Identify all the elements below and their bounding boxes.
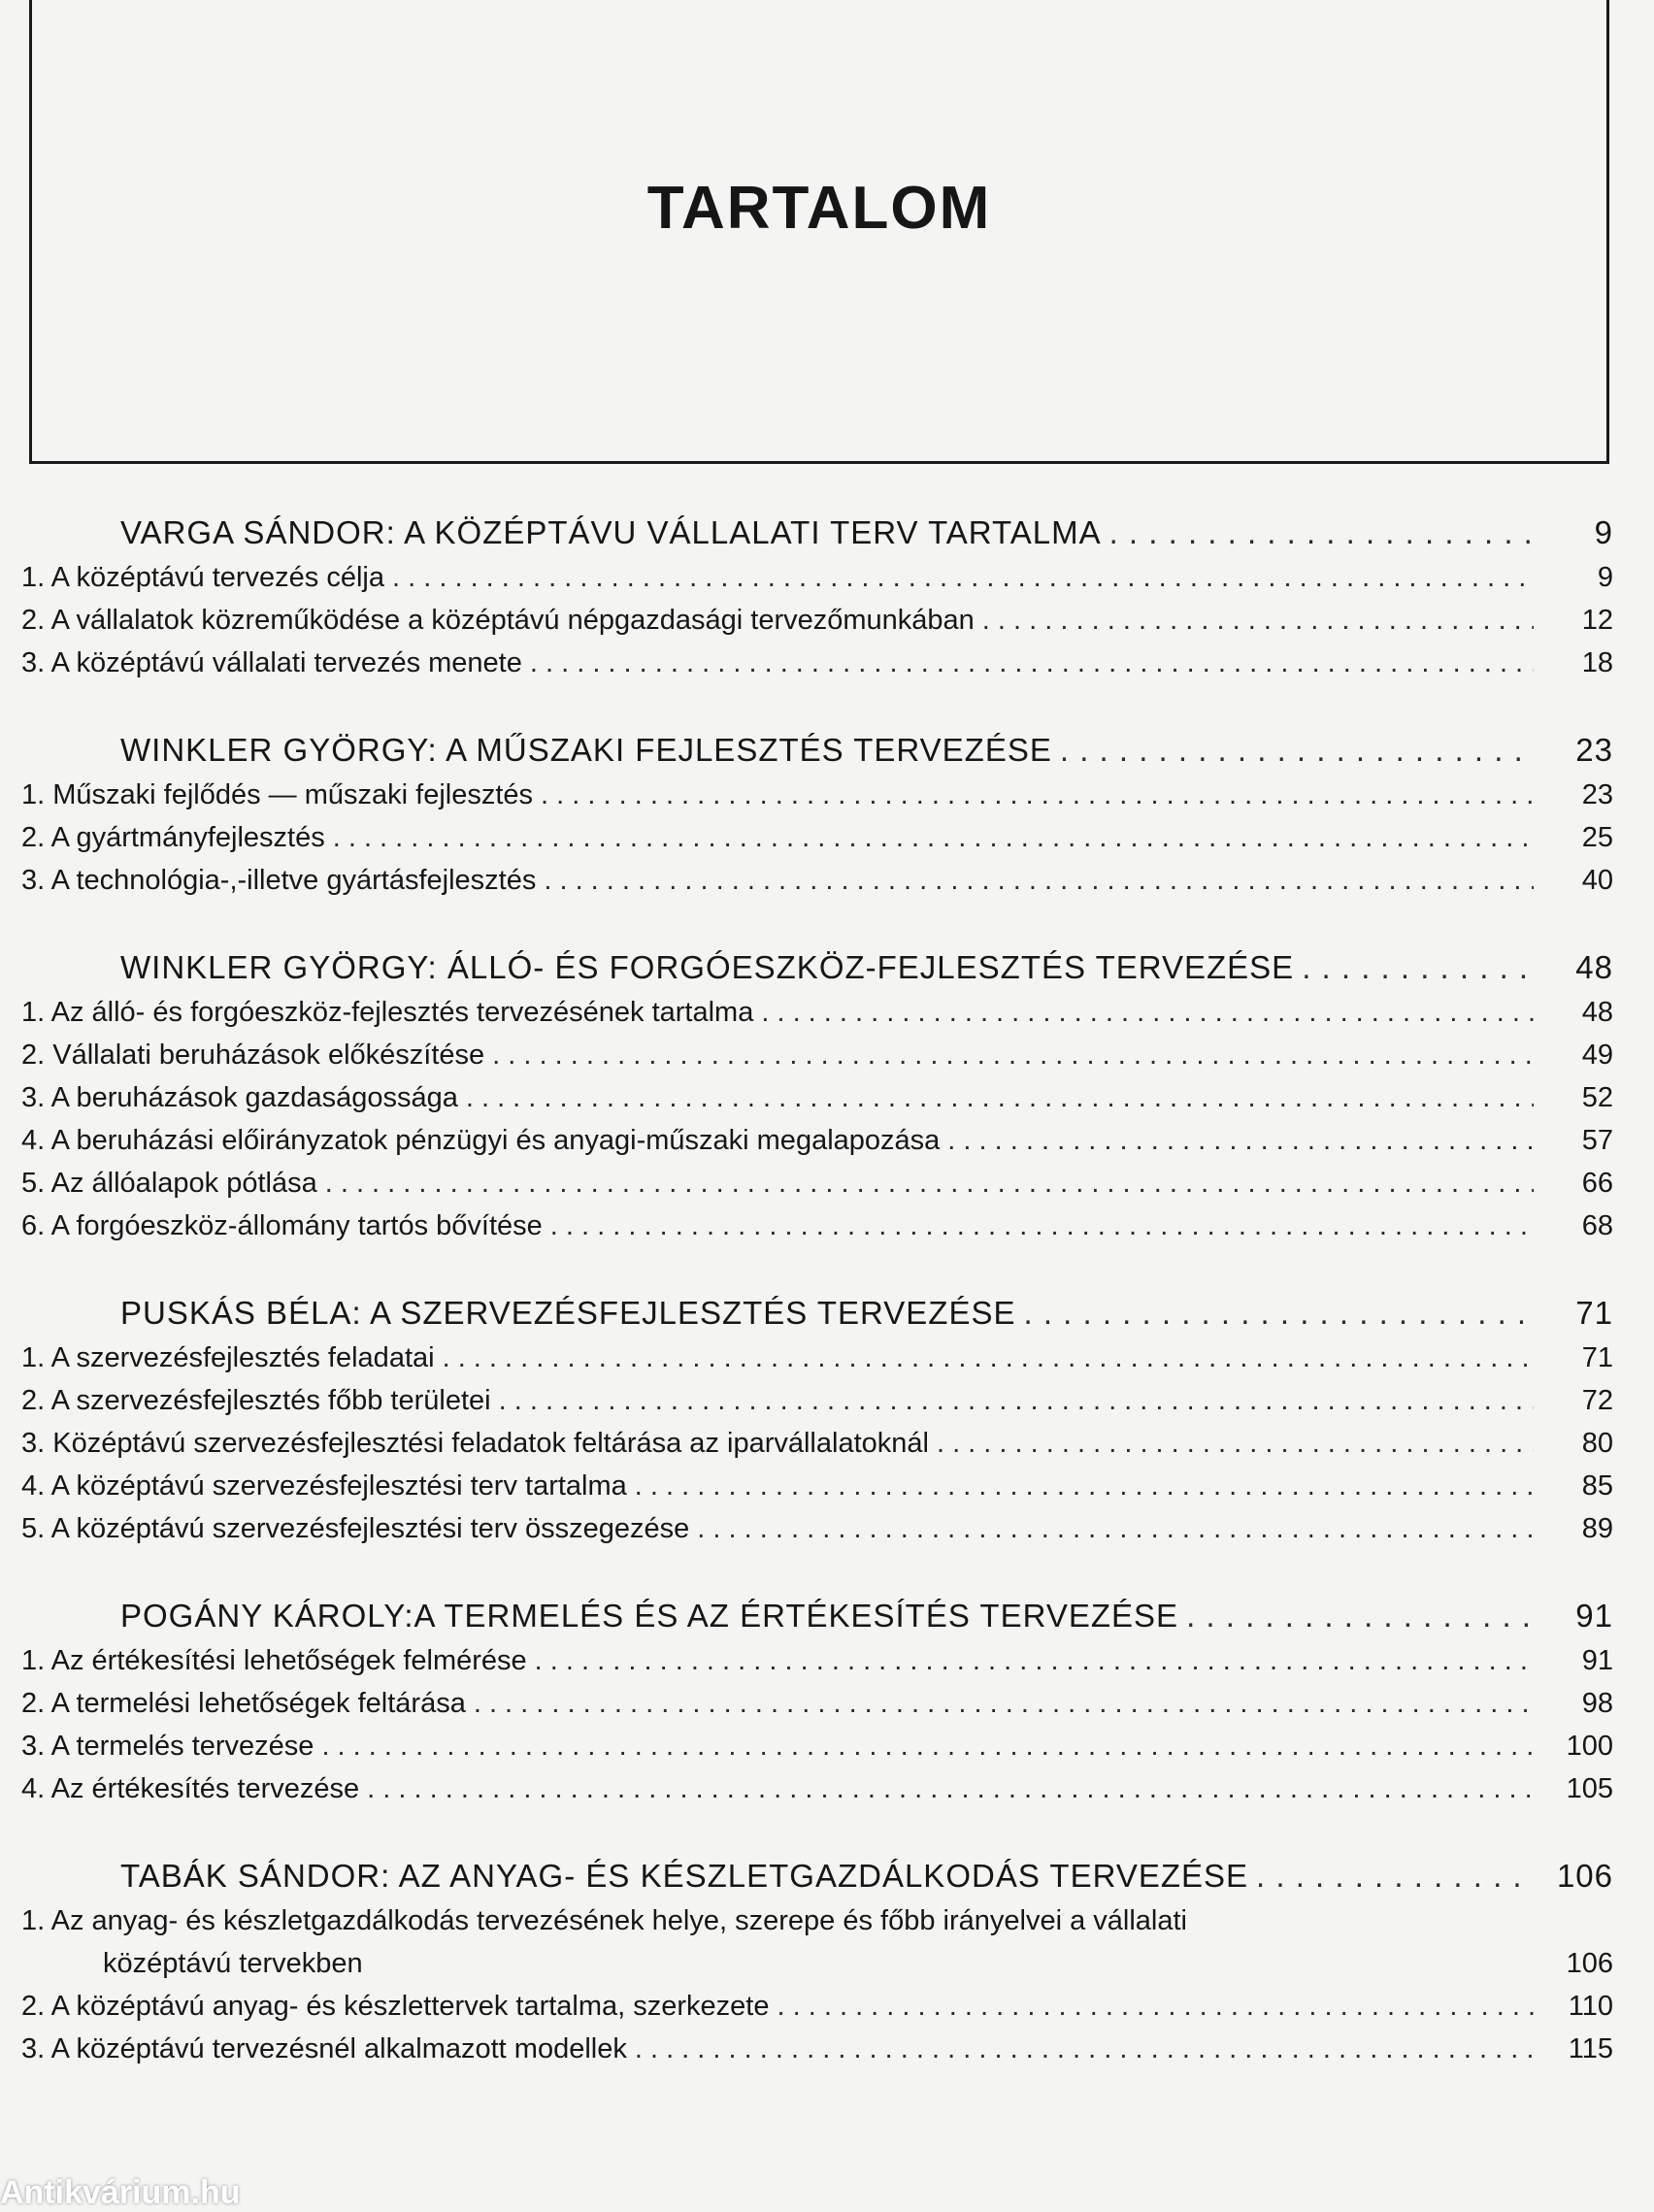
dot-leader	[1256, 1853, 1534, 1899]
toc-entry-label: 1. Az álló- és forgóeszköz-fejlesztés tervezésének tartalma	[21, 997, 754, 1028]
page-title: TARTALOM	[646, 175, 992, 242]
toc-entry-label: 5. Az állóalapok pótlása	[21, 1168, 317, 1199]
toc-entry	[21, 1465, 1613, 1507]
dot-leader	[333, 816, 1534, 859]
dot-leader	[392, 556, 1534, 599]
toc-entry	[21, 1379, 1613, 1422]
dot-leader	[466, 1076, 1534, 1119]
toc-entry	[21, 1985, 1613, 2028]
toc-entry-label: 3. A középtávú vállalati tervezés menete	[21, 647, 522, 678]
page-number: 48	[1581, 997, 1613, 1028]
toc-section-heading	[21, 510, 1613, 556]
toc-entry	[21, 816, 1613, 859]
toc-entry	[21, 2028, 1613, 2070]
title-frame	[29, 0, 1609, 464]
toc-section	[21, 1593, 1613, 1810]
section-heading-label: PUSKÁS BÉLA: A SZERVEZÉSFEJLESZTÉS TERVEZÉSE	[120, 1295, 1016, 1331]
toc-section	[21, 727, 1613, 902]
toc-entry-label: 3. A termelés tervezése	[21, 1731, 314, 1762]
toc-section	[21, 944, 1613, 1247]
dot-leader	[697, 1507, 1534, 1550]
dot-leader	[635, 1465, 1534, 1507]
toc-entry	[21, 859, 1613, 902]
toc-entry-label: 3. A technológia-,-illetve gyártásfejlesztés	[21, 865, 537, 896]
toc-entry-label: 4. A középtávú szervezésfejlesztési terv tartalma	[21, 1470, 627, 1502]
page-number: 68	[1581, 1210, 1613, 1241]
toc-entry-label: 1. Az értékesítési lehetőségek felmérése	[21, 1645, 527, 1676]
dot-leader	[982, 599, 1534, 642]
page-number: 106	[1566, 1948, 1613, 1979]
page-number: 85	[1581, 1470, 1613, 1502]
toc-entry	[21, 1639, 1613, 1682]
section-heading-label: VARGA SÁNDOR: A KÖZÉPTÁVU VÁLLALATI TERV TARTALMA	[120, 514, 1102, 550]
page-number: 9	[1597, 562, 1613, 593]
dot-leader	[937, 1422, 1534, 1465]
toc-entry	[21, 1725, 1613, 1767]
page-number: 9	[1594, 514, 1613, 550]
toc-entry-label: 2. Vállalati beruházások előkészítése	[21, 1040, 485, 1071]
dot-leader	[1109, 510, 1534, 556]
dot-leader	[1186, 1593, 1534, 1639]
toc-entry-label: 3. Középtávú szervezésfejlesztési feladatok feltárása az iparvállalatoknál	[21, 1428, 929, 1459]
page-number: 72	[1581, 1385, 1613, 1416]
section-heading-label: WINKLER GYÖRGY: A MŰSZAKI FEJLESZTÉS TERVEZÉSE	[120, 732, 1052, 768]
toc-entry	[21, 774, 1613, 816]
dot-leader	[1024, 1290, 1535, 1337]
toc-entry-label: 5. A középtávú szervezésfejlesztési terv összegezése	[21, 1513, 690, 1544]
toc-entry	[21, 599, 1613, 642]
toc-entry-label: 2. A gyártmányfejlesztés	[21, 822, 325, 853]
dot-leader	[474, 1682, 1534, 1725]
page-number: 23	[1575, 732, 1613, 768]
page-number: 105	[1566, 1773, 1613, 1804]
toc-entry-label: 1. Műszaki fejlődés — műszaki fejlesztés	[21, 779, 534, 810]
dot-leader	[325, 1162, 1534, 1205]
dot-leader	[1302, 944, 1534, 991]
toc-section-heading	[21, 1290, 1613, 1337]
toc-section	[21, 1853, 1613, 2070]
toc-entry-label: 3. A középtávú tervezésnél alkalmazott modellek	[21, 2033, 627, 2064]
dot-leader	[443, 1337, 1534, 1379]
toc-section-heading	[21, 1593, 1613, 1639]
dot-leader	[544, 859, 1534, 902]
table-of-contents	[21, 510, 1613, 2113]
page-number: 91	[1581, 1645, 1613, 1676]
toc-entry-label: 2. A szervezésfejlesztés főbb területei	[21, 1385, 491, 1416]
dot-leader	[635, 2028, 1534, 2070]
page-number: 89	[1581, 1513, 1613, 1544]
toc-entry-label: 4. A beruházási előirányzatok pénzügyi és anyagi-műszaki megalapozása	[21, 1125, 941, 1156]
page-number: 80	[1581, 1428, 1613, 1459]
dot-leader	[530, 642, 1534, 684]
dot-leader	[550, 1205, 1534, 1247]
page-number: 106	[1556, 1858, 1613, 1894]
section-heading-label: WINKLER GYÖRGY: ÁLLÓ- ÉS FORGÓESZKÖZ-FEJLESZTÉS TERVEZÉSE	[120, 949, 1295, 985]
toc-entry	[21, 1422, 1613, 1465]
page-number: 25	[1581, 822, 1613, 853]
toc-entry-label: 6. A forgóeszköz-állomány tartós bővítése	[21, 1210, 543, 1241]
dot-leader	[777, 1985, 1535, 2028]
toc-entry	[21, 1767, 1613, 1810]
page-number: 100	[1566, 1731, 1613, 1762]
toc-section-heading	[21, 727, 1613, 774]
toc-entry	[21, 1162, 1613, 1205]
toc-entry	[21, 1682, 1613, 1725]
page-number: 98	[1581, 1688, 1613, 1719]
dot-leader	[541, 774, 1534, 816]
toc-entry-label: 3. A beruházások gazdaságossága	[21, 1082, 458, 1113]
toc-entry-label: 2. A középtávú anyag- és készlettervek tartalma, szerkezete	[21, 1991, 770, 2022]
toc-entry-label-line1: 1. Az anyag- és készletgazdálkodás tervezésének helye, szerepe és főbb irányelvei a vállalati	[21, 1905, 1187, 1936]
dot-leader	[947, 1119, 1534, 1162]
toc-entry	[21, 1899, 1613, 1985]
dot-leader	[367, 1767, 1534, 1810]
toc-entry	[21, 556, 1613, 599]
page-number: 66	[1581, 1168, 1613, 1199]
toc-section	[21, 510, 1613, 684]
section-heading-label: TABÁK SÁNDOR: AZ ANYAG- ÉS KÉSZLETGAZDÁLKODÁS TERVEZÉSE	[120, 1858, 1249, 1894]
page-number: 18	[1581, 647, 1613, 678]
watermark-text: Antikvárium.hu	[0, 2174, 241, 2211]
page-number: 12	[1581, 605, 1613, 636]
toc-section-heading	[21, 944, 1613, 991]
page-number: 49	[1581, 1040, 1613, 1071]
toc-entry	[21, 1119, 1613, 1162]
toc-entry-label: 2. A vállalatok közreműködése a középtávú népgazdasági tervezőmunkában	[21, 605, 975, 636]
toc-entry	[21, 1034, 1613, 1076]
toc-entry	[21, 1205, 1613, 1247]
dot-leader	[761, 991, 1534, 1034]
toc-entry	[21, 1337, 1613, 1379]
page-number: 52	[1581, 1082, 1613, 1113]
page-number: 23	[1581, 779, 1613, 810]
toc-entry-label	[21, 1899, 1541, 1985]
toc-entry-label: 1. A középtávú tervezés célja	[21, 562, 384, 593]
page-number: 71	[1581, 1342, 1613, 1373]
toc-entry-label-line2: középtávú tervekben	[103, 1948, 363, 1979]
page-number: 40	[1581, 865, 1613, 896]
toc-entry	[21, 1507, 1613, 1550]
dot-leader	[499, 1379, 1534, 1422]
toc-entry	[21, 642, 1613, 684]
toc-section-heading	[21, 1853, 1613, 1899]
page-number: 57	[1581, 1125, 1613, 1156]
dot-leader	[535, 1639, 1534, 1682]
page-number: 115	[1568, 2033, 1613, 2064]
page-number: 91	[1575, 1598, 1613, 1634]
toc-entry-label: 4. Az értékesítés tervezése	[21, 1773, 360, 1804]
toc-entry-label: 1. A szervezésfejlesztés feladatai	[21, 1342, 435, 1373]
section-heading-label: POGÁNY KÁROLY:A TERMELÉS ÉS AZ ÉRTÉKESÍTÉS TERVEZÉSE	[120, 1598, 1179, 1634]
page-number: 48	[1575, 949, 1613, 985]
dot-leader	[321, 1725, 1534, 1767]
dot-leader	[492, 1034, 1534, 1076]
toc-section	[21, 1290, 1613, 1550]
toc-entry-label: 2. A termelési lehetőségek feltárása	[21, 1688, 466, 1719]
toc-entry	[21, 1076, 1613, 1119]
toc-entry	[21, 991, 1613, 1034]
page-number: 110	[1568, 1991, 1613, 2022]
dot-leader	[1060, 727, 1534, 774]
page-number: 71	[1575, 1295, 1613, 1331]
